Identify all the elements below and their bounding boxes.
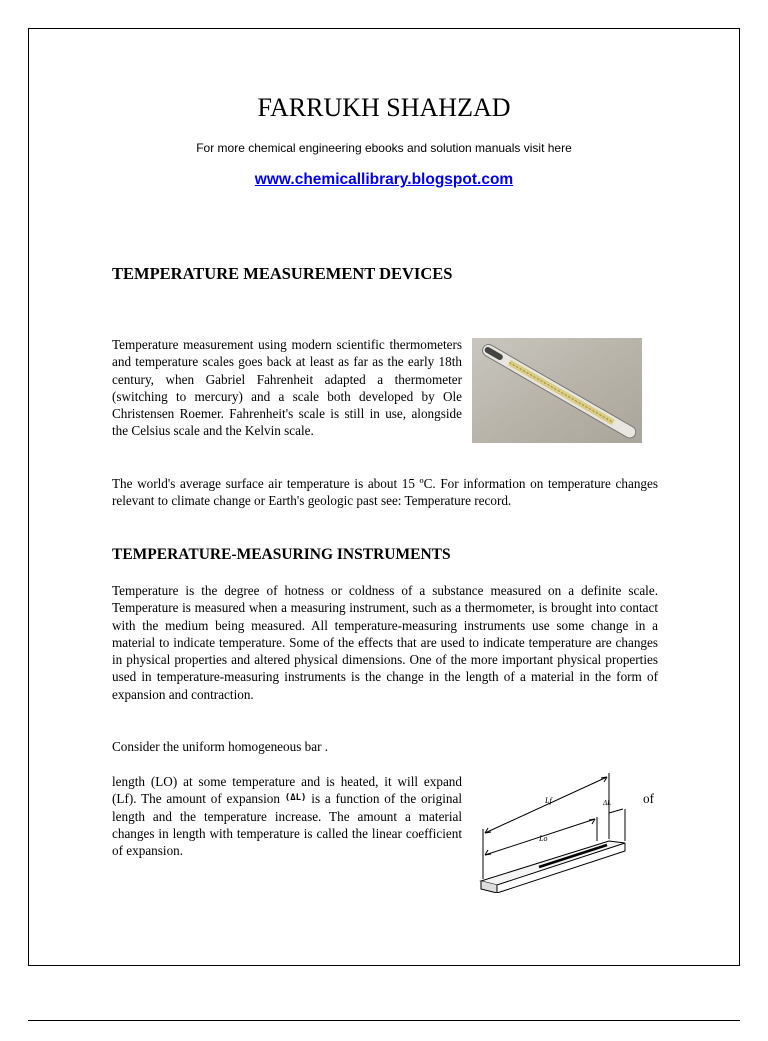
- instruments-paragraph: Temperature is the degree of hotness or coldness of a substance measured on a definite scale. Temperature is measured when a measuring instrument, such as a thermometer, is brought into contact with the medium being measured. All temperature-measuring instruments use some change in a material to indicate temperature. Some of the effects that are used to indicate temperature are changes in physical properties and altered physical dimensions. One of the more important physical properties used in temperature-measuring instruments is the change in the length of a material in the form of expansion and contraction.: [112, 583, 658, 702]
- intro-paragraph: Temperature measurement using modern scientific thermometers and temperature scales goes back at least as far as the early 18th century, when Gabriel Fahrenheit adapted a thermometer (switching to mercury) and a scale both developed by Ole Christensen Roemer. Fahrenheit's scale is still in use, alongside the Celsius scale and the Kelvin scale.: [112, 337, 462, 439]
- expansion-text-part1: length (LO) at some temperature and is heated, it will expand (Lf). The amount of expansion: [112, 774, 462, 807]
- lf-label: Lf: [545, 796, 552, 805]
- author-name: FARRUKH SHAHZAD: [257, 93, 511, 122]
- lo-label: Lo: [539, 834, 548, 843]
- delta-l-label: ΔL: [603, 799, 612, 807]
- next-page-edge: [28, 1020, 740, 1041]
- promo-subtitle: For more chemical engineering ebooks and solution manuals visit here: [196, 141, 572, 155]
- expansion-paragraph: [112, 773, 462, 859]
- page-title: TEMPERATURE MEASUREMENT DEVICES: [112, 264, 453, 283]
- document-page: [28, 28, 740, 966]
- trailing-of-text: of: [643, 791, 654, 806]
- blog-link[interactable]: www.chemicallibrary.blogspot.com: [254, 171, 514, 188]
- consider-text: Consider the uniform homogeneous bar .: [112, 739, 329, 754]
- thermometer-photo: [472, 338, 642, 443]
- bar-expansion-figure: [479, 769, 629, 893]
- delta-l-symbol: (ΔL): [284, 793, 307, 804]
- expansion-text-part2: is a function of the original length and the temperature increase. The amount a material changes in length with temperature is called the linear coefficient of expansion.: [112, 791, 462, 859]
- section-heading: TEMPERATURE-MEASURING INSTRUMENTS: [112, 546, 451, 563]
- climate-paragraph: The world's average surface air temperature is about 15 ºC. For information on temperature changes relevant to climate change or Earth's geologic past see: Temperature record.: [112, 476, 658, 509]
